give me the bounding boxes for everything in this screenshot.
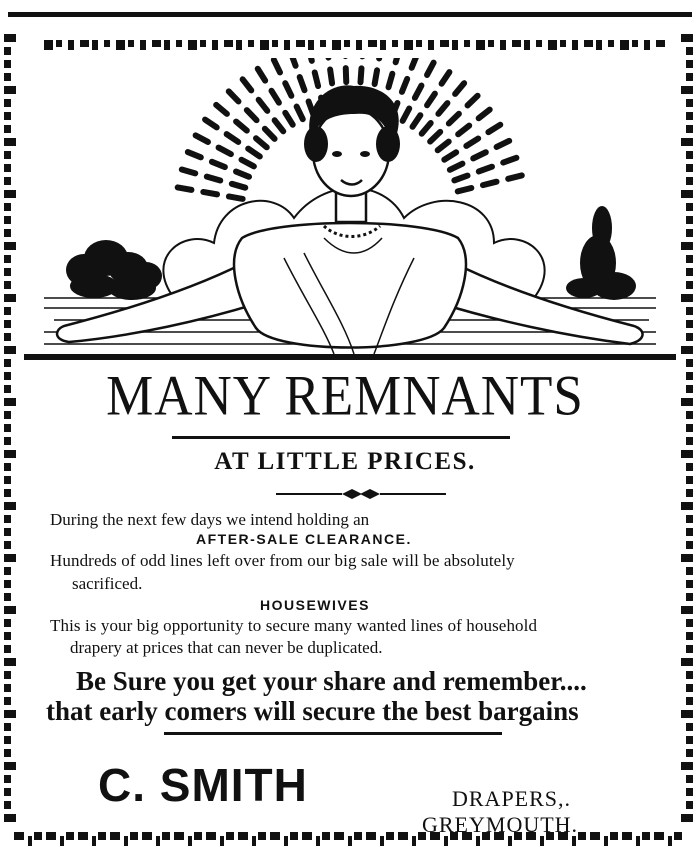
offer-line-1: This is your big opportunity to secure many wanted lines of household xyxy=(50,616,538,635)
intro-line: During the next few days we intend holding an xyxy=(50,510,370,529)
tagline-line-1: Be Sure you get your share and remember.... xyxy=(76,666,587,696)
firm-name: C. SMITH xyxy=(98,759,308,811)
tagline-line-2: that early comers will secure the best bargains xyxy=(46,696,579,726)
subheadline: AT LITTLE PRICES. xyxy=(214,448,476,475)
clearance-line-2: sacrificed. xyxy=(72,574,143,593)
town-name: GREYMOUTH. xyxy=(422,812,579,837)
audience-heading: HOUSEWIVES xyxy=(260,597,370,613)
sunrise-woman-illustration xyxy=(24,58,676,376)
offer-line-2: drapery at prices that can never be duplicated. xyxy=(70,638,383,657)
event-name: AFTER-SALE CLEARANCE. xyxy=(196,531,412,547)
headline-rule xyxy=(172,436,510,439)
headline: MANY REMNANTS xyxy=(106,364,584,428)
trade-name: DRAPERS,. xyxy=(452,786,572,811)
tagline-rule xyxy=(164,732,502,735)
clearance-line-1: Hundreds of odd lines left over from our big sale will be absolutely xyxy=(50,551,515,570)
ornament-divider xyxy=(276,488,446,500)
